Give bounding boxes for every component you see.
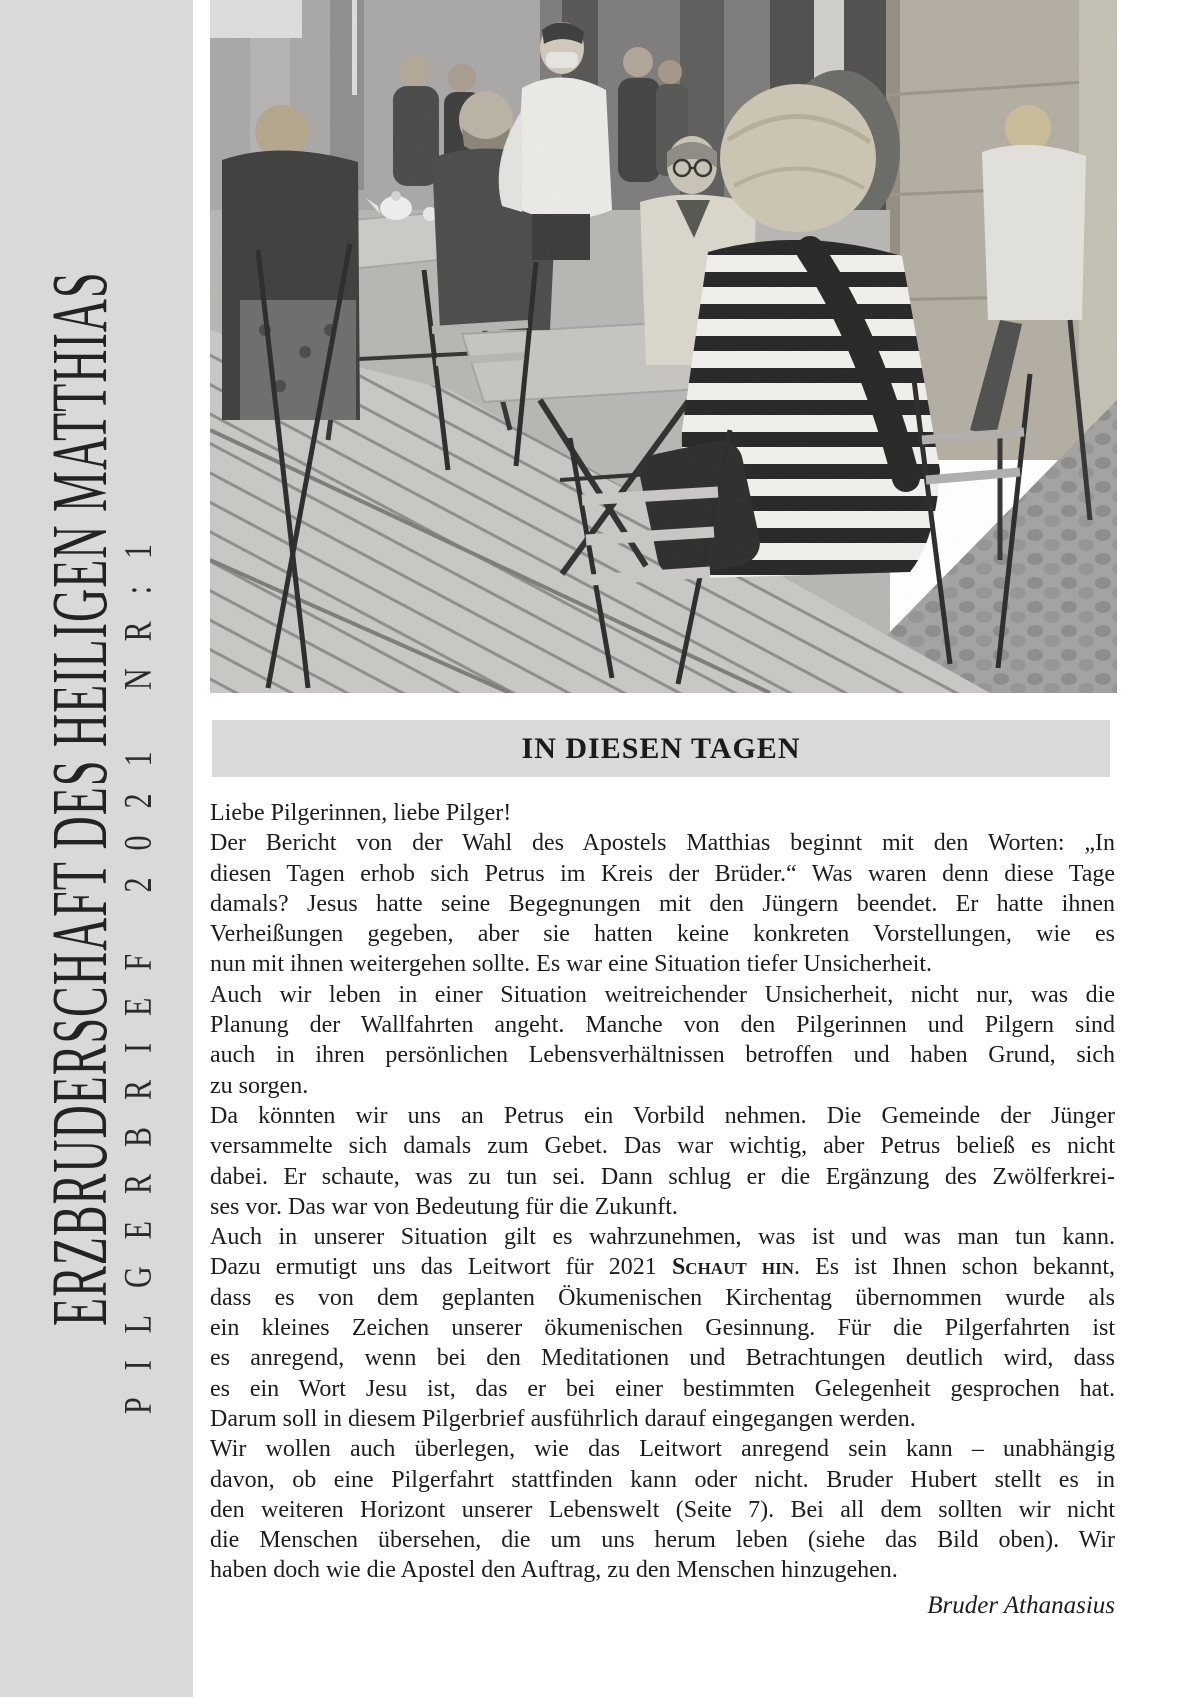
body-line-text: . Es ist Ihnen schon bekannt, — [793, 1254, 1115, 1281]
body-line: ses vor. Das war von Bedeutung für die Zukunft. — [210, 1193, 678, 1220]
leitwort-emphasis: Schaut hin — [671, 1254, 794, 1281]
article-body — [210, 798, 1115, 1621]
body-line: dass es von dem geplanten Ökumenischen Kirchentag übernommen wurde als — [210, 1284, 1115, 1311]
body-line: den weiteren Horizont unserer Lebenswelt (Seite 7). Bei all dem sollten wir nicht — [210, 1496, 1115, 1523]
body-line: diesen Tagen erhob sich Petrus im Kreis der Brüder.“ Was waren denn diese Tage — [210, 860, 1115, 887]
body-line-text: Dazu ermutigt uns das Leitwort für 2021 — [210, 1254, 672, 1281]
body-line: Da könnten wir uns an Petrus ein Vorbild nehmen. Die Gemeinde der Jünger — [210, 1102, 1115, 1129]
body-line: auch in ihren persönlichen Lebensverhältnissen betroffen und haben Grund, sich — [210, 1042, 1115, 1069]
vertical-title-text: ERZBRUDERSCHAFT DES HEILIGEN MATTHIAS — [35, 271, 124, 1326]
body-line-leitwort — [210, 1252, 1115, 1282]
body-line: Verheißungen gegeben, aber sie hatten keine konkreten Vorstellungen, wie es — [210, 921, 1115, 948]
body-line: zu sorgen. — [210, 1072, 309, 1099]
body-line: es ein Wort Jesu ist, das er bei einer bestimmten Gelegenheit gesprochen hat. — [210, 1375, 1115, 1402]
body-line: Liebe Pilgerinnen, liebe Pilger! — [210, 800, 512, 826]
body-line: Auch wir leben in einer Situation weitreichender Unsicherheit, nicht nur, was die — [210, 981, 1115, 1008]
signature: Bruder Athanasius — [927, 1591, 1115, 1619]
cafe-photo — [210, 0, 1117, 693]
body-line: Darum soll in diesem Pilgerbrief ausführlich darauf eingegangen werden. — [210, 1405, 916, 1432]
body-line: Wir wollen auch überlegen, wie das Leitwort anregend sein kann – unabhängig — [210, 1436, 1115, 1463]
body-line: Der Bericht von der Wahl des Apostels Matthias beginnt mit den Worten: „In — [210, 830, 1115, 857]
body-line: Auch in unserer Situation gilt es wahrzunehmen, was ist und was man tun kann. — [210, 1224, 1115, 1251]
body-line: Planung der Wallfahrten angeht. Manche von den Pilgerinnen und Pilgern sind — [210, 1012, 1115, 1039]
body-line: haben doch wie die Apostel den Auftrag, zu den Menschen hinzugehen. — [210, 1557, 898, 1584]
body-line: dabei. Er schaute, was zu tun sei. Dann schlug er die Ergänzung des Zwölferkrei- — [210, 1163, 1115, 1190]
body-line: die Menschen übersehen, die um uns herum leben (siehe das Bild oben). Wir — [210, 1527, 1115, 1554]
body-line: davon, ob eine Pilgerfahrt stattfinden kann oder nicht. Bruder Hubert stellt es in — [210, 1466, 1115, 1493]
body-line: ein kleines Zeichen unserer ökumenischen Gesinnung. Für die Pilgerfahrten ist — [210, 1315, 1115, 1342]
body-line: nun mit ihnen weitergehen sollte. Es war eine Situation tiefer Unsicherheit. — [210, 951, 933, 978]
body-line: es anregend, wenn bei den Meditationen und Betrachtungen deutlich wird, dass — [210, 1345, 1115, 1372]
body-line: damals? Jesus hatte seine Begegnungen mit den Jüngern beendet. Er hatte ihnen — [210, 890, 1115, 917]
vertical-subtitle — [116, 369, 160, 1414]
vertical-subtitle-text: PILGERBRIEF 2021 NR:1 — [116, 516, 160, 1414]
body-line: versammelte sich damals zum Gebet. Das war wichtig, aber Petrus beließ es nicht — [210, 1133, 1115, 1160]
section-header — [212, 720, 1110, 777]
page-title: IN DIESEN TAGEN — [521, 731, 801, 765]
vertical-title — [34, 86, 124, 1326]
